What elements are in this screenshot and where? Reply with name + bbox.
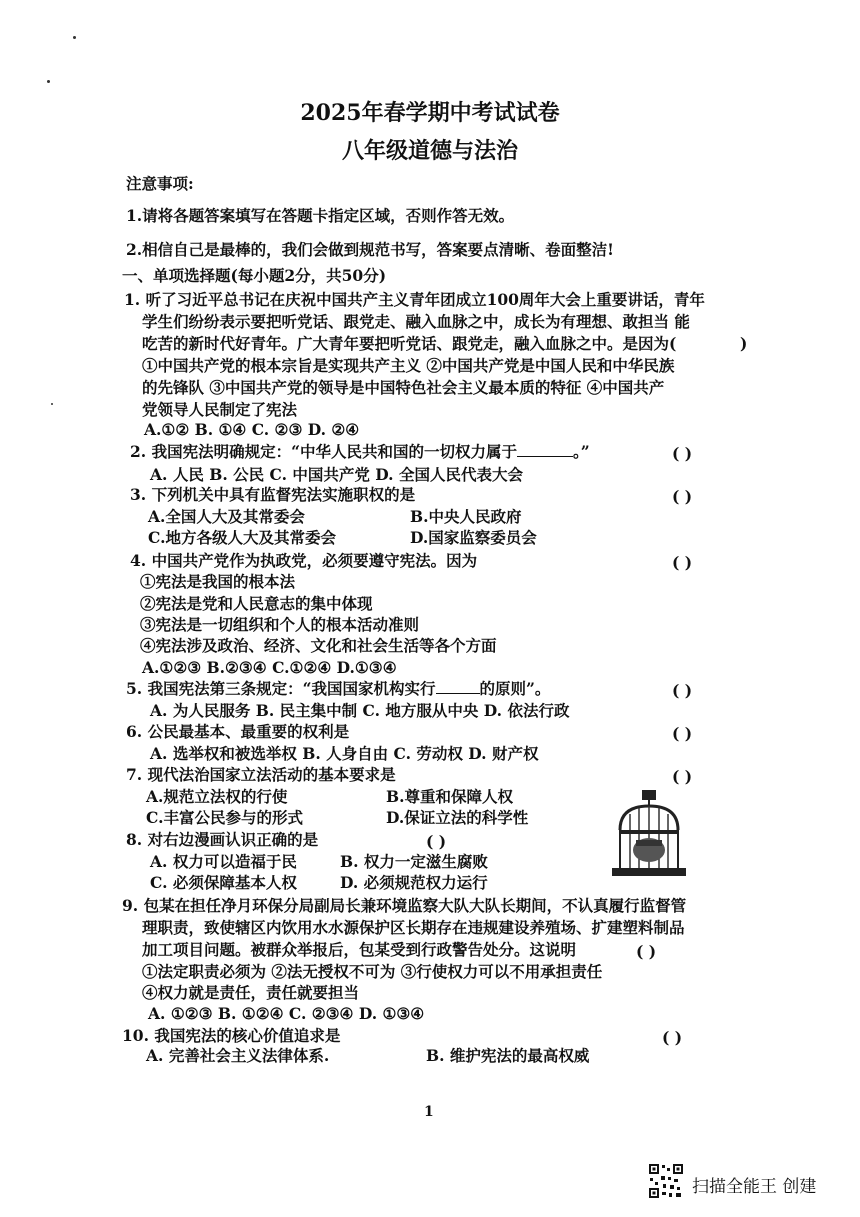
q9-line-1: 9. 包某在担任净月环保分局副局长兼环境监察大队大队长期间，不认真履行监督管 <box>122 896 687 915</box>
scan-speck <box>73 36 76 39</box>
q3-option-a: A.全国人大及其常委会 <box>148 507 305 526</box>
q8-stem: 8. 对右边漫画认识正确的是 <box>126 830 319 849</box>
q8-option-c: C. 必须保障基本人权 <box>150 873 297 892</box>
q6-stem: 6. 公民最基本、最重要的权利是 <box>126 722 350 741</box>
q4-statement-1: ①宪法是我国的根本法 <box>140 572 296 591</box>
scan-speck <box>51 403 53 405</box>
q9-line-5: ④权力就是责任，责任就要担当 <box>142 983 360 1002</box>
exam-subtitle: 八年级道德与法治 <box>341 138 518 164</box>
q1-line-5: 的先锋队 ③中国共产党的领导是中国特色社会主义最本质的特征 ④中国共产 <box>142 378 665 397</box>
q7-option-d: D.保证立法的科学性 <box>386 808 529 827</box>
q9-line-4: ①法定职责必须为 ②法无授权不可为 ③行使权力可以不用承担责任 <box>142 962 603 981</box>
q8-answer-paren: ( ) <box>426 832 447 851</box>
q9-line-3: 加工项目问题。被群众举报后，包某受到行政警告处分。这说明 <box>142 940 577 959</box>
q6-options: A. 选举权和被选举权 B. 人身自由 C. 劳动权 D. 财产权 <box>150 744 539 763</box>
q1-options: A.①② B. ①④ C. ②③ D. ②④ <box>144 420 360 439</box>
q7-answer-paren: ( ) <box>672 767 693 786</box>
q8-option-a: A. 权力可以造福于民 <box>150 852 297 871</box>
q1-line-2: 学生们纷纷表示要把听党话、跟党走、融入血脉之中，成长为有理想、敢担当 能 <box>142 312 690 331</box>
q10-option-a: A. 完善社会主义法律体系. <box>146 1046 330 1065</box>
q2-stem-text: 2. 我国宪法明确规定：“中华人民共和国的一切权力属于 <box>130 442 517 461</box>
section-heading: 一、单项选择题(每小题2分，共50分) <box>122 266 387 285</box>
page-number: 1 <box>424 1104 434 1120</box>
q5-stem-end: 的原则”。 <box>479 679 551 698</box>
q7-option-c: C.丰富公民参与的形式 <box>146 808 303 827</box>
q3-stem: 3. 下列机关中具有监督宪法实施职权的是 <box>130 485 416 504</box>
q5-options: A. 为人民服务 B. 民主集中制 C. 地方服从中央 D. 依法行政 <box>150 701 570 720</box>
q3-option-d: D.国家监察委员会 <box>410 528 537 547</box>
scanner-brand: 扫描全能王 创建 <box>692 1177 817 1197</box>
q10-stem: 10. 我国宪法的核心价值追求是 <box>122 1026 341 1045</box>
q9-options: A. ①②③ B. ①②④ C. ②③④ D. ①③④ <box>148 1004 425 1023</box>
birdcage-cartoon <box>606 790 692 880</box>
exam-title: 2025年春学期中考试试卷 <box>300 100 560 126</box>
q3-option-b: B.中央人民政府 <box>410 507 522 526</box>
q5-answer-paren: ( ) <box>672 681 693 700</box>
q5-blank <box>436 679 480 694</box>
q1-line-3: 吃苦的新时代好青年。广大青年要把听党话、跟党走，融入血脉之中。是因为( <box>142 334 677 353</box>
notes-item-1: 1.请将各题答案填写在答题卡指定区域，否则作答无效。 <box>126 206 515 225</box>
notes-heading: 注意事项: <box>126 174 194 193</box>
q3-option-c: C.地方各级人大及其常委会 <box>148 528 336 547</box>
q4-statement-2: ②宪法是党和人民意志的集中体现 <box>140 594 373 613</box>
q6-answer-paren: ( ) <box>672 724 693 743</box>
q1-line-1: 1. 听了习近平总书记在庆祝中国共产主义青年团成立100周年大会上重要讲话，青年 <box>124 290 705 309</box>
q2-stem <box>130 442 590 462</box>
q2-answer-paren: ( ) <box>672 444 693 463</box>
q7-option-b: B.尊重和保障人权 <box>386 787 513 806</box>
q4-stem: 4. 中国共产党作为执政党，必须要遵守宪法。因为 <box>130 551 478 570</box>
q7-option-a: A.规范立法权的行使 <box>146 787 288 806</box>
q5-stem <box>126 679 550 699</box>
q10-answer-paren: ( ) <box>662 1028 683 1047</box>
scan-speck <box>47 80 50 83</box>
q8-option-b: B. 权力一定滋生腐败 <box>340 852 488 871</box>
q1-line-4: ①中国共产党的根本宗旨是实现共产主义 ②中国共产党是中国人民和中华民族 <box>142 356 675 375</box>
q9-answer-paren: ( ) <box>636 942 657 961</box>
q4-options: A.①②③ B.②③④ C.①②④ D.①③④ <box>142 658 397 677</box>
q4-answer-paren: ( ) <box>672 553 693 572</box>
q2-stem-end: 。” <box>573 442 590 461</box>
q7-stem: 7. 现代法治国家立法活动的基本要求是 <box>126 765 396 784</box>
q3-answer-paren: ( ) <box>672 487 693 506</box>
q10-option-b: B. 维护宪法的最高权威 <box>426 1046 590 1065</box>
q1-line-6: 党领导人民制定了宪法 <box>142 400 298 419</box>
notes-item-2: 2.相信自己是最棒的，我们会做到规范书写，答案要点清晰、卷面整洁! <box>126 240 614 259</box>
qr-code-icon <box>648 1163 684 1199</box>
q2-blank <box>517 442 573 457</box>
q4-statement-3: ③宪法是一切组织和个人的根本活动准则 <box>140 615 420 634</box>
q1-answer-paren: ) <box>740 334 748 353</box>
q5-stem-text: 5. 我国宪法第三条规定：“我国国家机构实行 <box>126 679 436 698</box>
q8-option-d: D. 必须规范权力运行 <box>340 873 488 892</box>
q4-statement-4: ④宪法涉及政治、经济、文化和社会生活等各个方面 <box>140 636 497 655</box>
q9-line-2: 理职责，致使辖区内饮用水水源保护区长期存在违规建设养殖场、扩建塑料制品 <box>142 918 685 937</box>
q2-options: A. 人民 B. 公民 C. 中国共产党 D. 全国人民代表大会 <box>150 465 523 484</box>
